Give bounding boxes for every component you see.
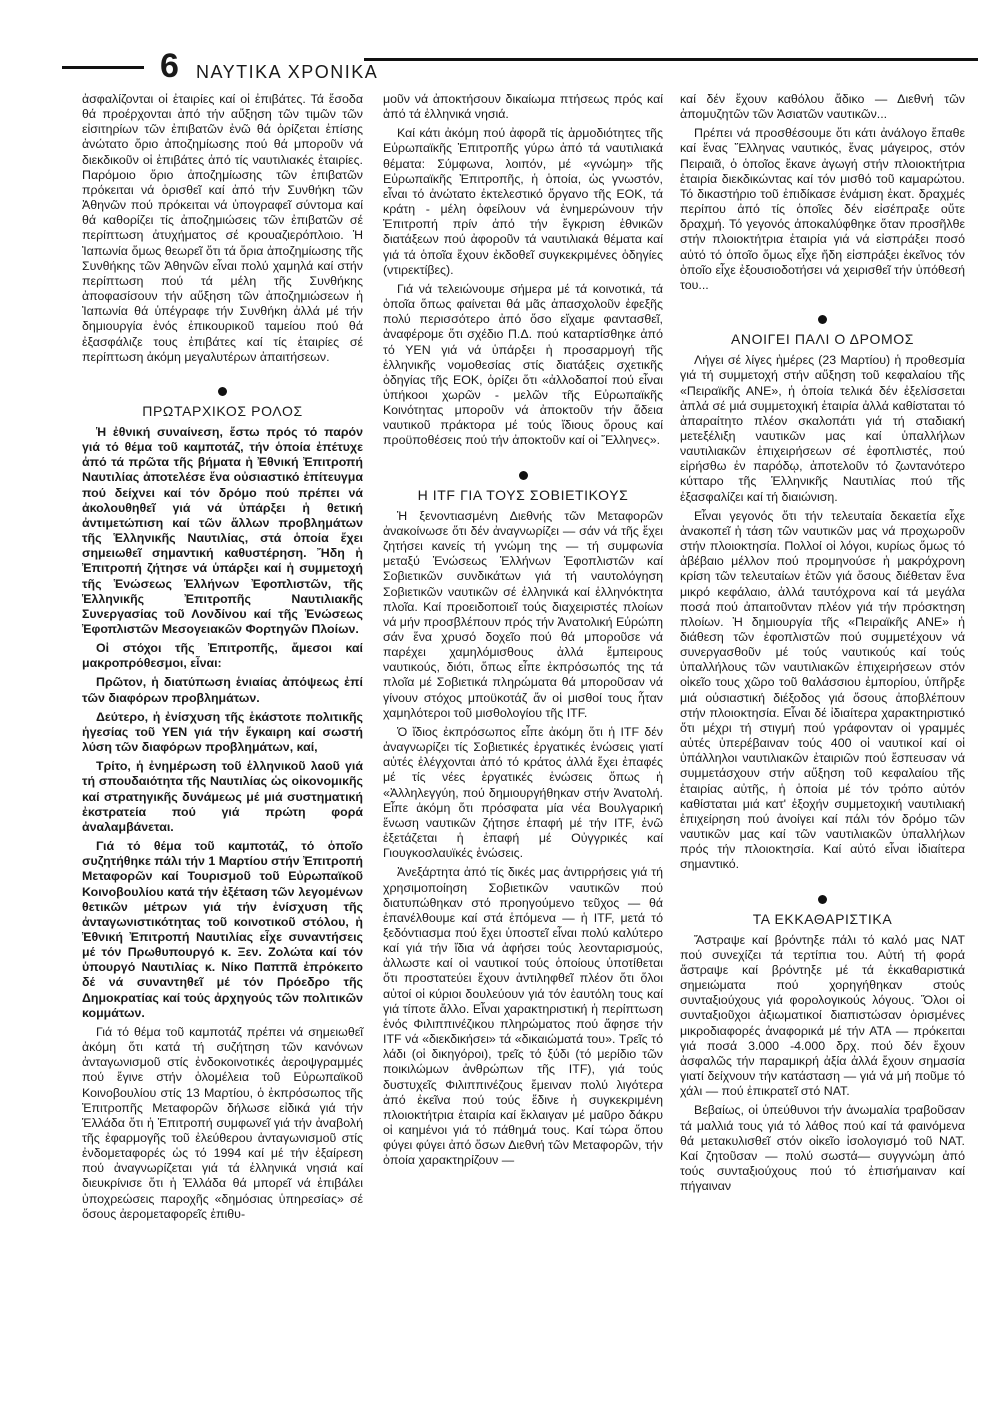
section-bullet [218, 387, 227, 396]
bold-section [82, 425, 363, 1021]
paragraph: Εἶναι γεγονός ὅτι τήν τελευταία δεκαετία εἶχε ἀνακοπεῖ ἡ τάση τῶν ναυτικῶν μας νά προχωροῦν στήν πλοιοκτησία. Πολλοί οἱ λόγοι, κυρίως ὅμως τό ἀβέβαιο μέλλον πού προμηνούσε ἡ μακρόχρονη κρίση τῶν τελευταίων ἐτῶν γιά ὅσους διέθεταν ἕνα μικρό κεφάλαιο, ἀλλά ταυτόχρονα καί τά μεγάλα ποσά πού ἀπαιτοῦνταν πλέον γιά τήν πρόσκτηση πλοίων. Ἡ δημιουργία τῆς «Πειραϊκῆς ΑΝΕ» ἡ διάθεση τῶν ἐφοπλιστῶν πού συμμετέχουν νά συνεργασθοῦν μέ τούς ναυτικούς καί τούς ὑπαλλήλους τῶν ναυτιλιακῶν ἐπιχειρήσεων στόν οἰκεῖο τους χῶρο τοῦ θαλάσσιου ἐμπορίου, ὑπῆρξε μιά οὐσιαστική διέξοδος γιά ὅσους ἀποβλέπουν στήν πλοιοκτησία. Εἶναι δέ ἰδιαίτερα χαρακτηριστικό ὅτι μέχρι τή στιγμή πού γράφονταν οἱ γραμμές αὐτές ὑπερέβαιναν τούς 400 οἱ ναυτικοί καί οἱ ὑπάλληλοι ναυτιλιακῶν ἐταιριῶν πού ἔσπευσαν νά συμμετάσχουν στήν αὔξηση τοῦ κεφαλαίου τῆς ἐταιρίας αὐτῆς, ἡ ὁποία μέ τόν τρόπο αὐτόν καθίσταται μιά κατ' ἐξοχήν συμμετοχική ναυτιλιακή ἐπιχείρηση πού ἀνοίγει καί πάλι τόν δρόμο τῶν ναυτικῶν μας καί τῶν ναυτιλιακῶν ὑπαλλήλων πρός τήν πλοιοκτησία. Καί αὐτό εἶναι ἰδιαίτερα σημαντικό. [680, 508, 965, 872]
paragraph: Τρίτο, ἡ ἐνημέρωση τοῦ ἑλληνικοῦ λαοῦ γιά τή σπουδαιότητα τῆς Ναυτιλίας ὡς οἰκονομικῆς καί στρατηγικῆς δυνάμεως μέ μιά συστηματική ἐκστρατεία πού γιά πρώτη φορά ἀναλαμβάνεται. [82, 759, 363, 834]
paragraph: καί δέν ἔχουν καθόλου ἄδικο — Διεθνή τῶν ἀπομυζητῶν τῶν Ἀσιατῶν ναυτικῶν... [680, 92, 965, 122]
paragraph: μοῦν νά ἀποκτήσουν δικαίωμα πτήσεως πρός καί ἀπό τά ἑλληνικά νησιά. [383, 92, 663, 122]
column-2 [383, 92, 663, 1172]
page-header [62, 47, 978, 90]
paragraph: Καί κάτι ἀκόμη πού ἀφορᾶ τίς ἁρμοδιότητες τῆς Εὐρωπαϊκῆς Ἐπιτροπῆς γύρω ἀπό τά ναυτιλιακά θέματα: Σύμφωνα, λοιπόν, μέ «γνώμη» τῆς Εὐρωπαϊκῆς Ἐπιτροπῆς, ἡ ὁποία, ὡς γνωστόν, εἶναι τό ἀνώτατο ἐκτελεστικό ὄργανο τῆς ΕΟΚ, τά κράτη - μέλη ὀφείλουν νά ἐνημερώνουν τήν Ἐπιτροπή πρίν ἀπό τήν ἔγκριση ἐθνικῶν διατάξεων πού ἀφοροῦν τά ναυτιλιακά θέματα καί γιά τά ὁποῖα ἔχουν ἐκδοθεῖ συγκεκριμένες ὁδηγίες (ντιρεκτίβες). [383, 126, 663, 277]
section-heading: ΑΝΟΙΓΕΙ ΠΑΛΙ Ο ΔΡΟΜΟΣ [730, 331, 915, 348]
column-3 [680, 92, 965, 1198]
paragraph: Ὁ ἴδιος ἐκπρόσωπος εἶπε ἀκόμη ὅτι ἡ ITF δέν ἀναγνωρίζει τίς Σοβιετικές ἐργατικές ἑνώσεις γιατί αὐτές ἐλέγχονται ἀπό τό κράτος ἀλλά ἔχει ἐπαφές μέ τίς νέες ἐργατικές ἑνώσεις ὅπως ἡ «Ἀλληλεγγύη, πού δημιουργήθηκαν στήν Ἀνατολή. Εἶπε ἀκόμη ὅτι πρόσφατα μία νέα Βουλγαρική ἕνωση ναυτικῶν ζήτησε ἐπαφή μέ τήν ITF, ἐνῶ ἐξετάζεται ἡ ἐπαφή μέ Οὐγγρικές καί Γιουγκοσλαυϊκές ἑνώσεις. [383, 724, 663, 861]
section-bullet [818, 315, 827, 324]
section-heading: ΠΡΩΤΑΡΧΙΚΟΣ ΡΟΛΟΣ [142, 402, 303, 419]
paragraph: Πρέπει νά προσθέσουμε ὅτι κάτι ἀνάλογο ἔπαθε καί ἕνας Ἕλληνας ναυτικός, ἕνας μάγειρος, στόν Πειραιᾶ, ὁ ὁποῖος ἔκανε ἀγωγή στήν πλοιοκτήτρια ἐταιρία διεκδικώντας καί τόν μισθό τοῦ καμαρώτου. Τό δικαστήριο τοῦ ἐπιδίκασε ἐνάμιση ἑκατ. δραχμές περίπου ἀπό τίς ὁποῖες δέν εἰσέπραξε οὔτε δραχμή. Τό γεγονός ἀποκαλύφθηκε ὅταν προσῆλθε στήν πλοιοκτήτρια ἐταιρία γιά νά εἰσπράξει ποσό αὐτό τό ὁποῖο ὅμως εἶχε ἤδη εἰσπράξει ἐκεῖνος τόν ὁποῖο εἶχε ἐξουσιοδοτήσει νά χειρισθεῖ τήν ὑπόθεσή του... [680, 126, 965, 292]
header-rule-left [62, 66, 144, 69]
paragraph: Ἡ ξενοντιασμένη Διεθνής τῶν Μεταφορῶν ἀνακοίνωσε ὅτι δέν ἀναγνωρίζει — σάν νά τῆς ἔχει ζητήσει κανείς τή γνώμη της — τή συμφωνία μεταξύ Ἑνώσεως Ἑλλήνων Ἐφοπλιστῶν καί Σοβιετικῶν συνδικάτων γιά τή ναυτολόγηση Σοβιετικῶν ναυτικῶν σέ ἑλληνικά καί ἑλληνόκτητα πλοῖα. Καί προειδοποιεῖ τούς διαχειριστές πλοίων νά μήν προσβλέπουν πρός τήν Ἀνατολική Εὐρώπη σάν ἕνα χρυσό δοχεῖο πού θά μποροῦσε νά παρέχει χαμηλόμισθους ἀλλά ἔμπειρους ναυτικούς, διότι, ὅπως εἶπε ἐκπρόσωπός της τά πλοῖα μέ Σοβιετικά πληρώματα θά μποροῦσαν νά γίνουν στόχος μποϋκοτάζ ἄν οἱ μισθοί τους ἦταν χαμηλότεροι τοῦ μισθολογίου τῆς ITF. [383, 508, 663, 720]
page-number: 6 [160, 47, 179, 85]
section-heading: Η ITF ΓΙΑ ΤΟΥΣ ΣΟΒΙΕΤΙΚΟΥΣ [417, 486, 629, 503]
paragraph: Ἄστραψε καί βρόντηξε πάλι τό καλό μας ΝΑΤ πού συνεχίζει τά τερτίπια του. Αὐτή τή φορά ἄστραψε καί βρόντηξε μέ τά ἐκκαθαριστικά σημειώματα πού χορηγήθηκαν στούς συνταξιούχους γιά φορολογικούς λόγους. Ὅλοι οἱ συνταξιοῦχοι ἀξιωματικοί διαπιστώσαν ὁρισμένες μικροδιαφορές ἀναφορικά μέ τήν ΑΤΑ — πρόκειται γιά ποσά 3.000 -4.000 δρχ. πού δέν ἔχουν ἀσφαλῶς τήν παραμικρή ἀξία ἀλλά ἔχουν σημασία γιατί δείχνουν τήν κατάσταση — γιά νά μή ποῦμε τό χάλι — πού ἐπικρατεῖ στό ΝΑΤ. [680, 932, 965, 1099]
paragraph: Ἀνεξάρτητα ἀπό τίς δικές μας ἀντιρρήσεις γιά τή χρησιμοποίηση Σοβιετικῶν ναυτικῶν πού διατυπώθηκαν στό προηγούμενο τεῦχος — θά ἐπανέλθουμε καί στά ἑπόμενα — ἡ ITF, μετά τό ξεδόντιασμα πού ἔχει ὑποστεῖ εἶναι πολύ καλύτερο καί γιά τήν ἴδια νά ἀφήσει τούς λεονταρισμούς, ἀλλωστε καί οἱ ναυτικοί τούς ὁποίους ὑποτίθεται ὅτι προστατεύει ἔχουν ἀντιληφθεῖ πλέον ὅτι ὅλοι αὐτοί οἱ κύριοι δουλεύουν γιά τόν ἑαυτόλη τους καί γιά τίποτε ἄλλο. Εἶναι χαρακτηριστική ἡ περίπτωση ἑνός Φιλιππινέζικου πληρώματος πού ἄφησε τήν ITF νά «διεκδικήσει» τά «δικαιώματά του». Τρεῖς τό λάδι (οἱ δικηγόροι), τρεῖς τό ξύδι (τό μερίδιο τῶν ποικιλώμων ἀνθρώπων τῆς ITF), γιά τούς δυστυχεῖς Φιλιππινέζους ἔμειναν πολύ λιγότερα ἀπό ἐκεῖνα πού τούς ἔδινε ἡ συγκεκριμένη πλοιοκτήτρια ἐταιρία καί ἔκλαιγαν μέ μαῦρο δάκρυ οἱ καημένοι γιά τό πάθημά τους. Καί τώρα ὅπου φύγει φύγει ἀπό ὅσων Διεθνή τῶν Μεταφορῶν, τήν ὁποία χαρακτηρίζουν — [383, 865, 663, 1168]
paragraph: Γιά νά τελειώνουμε σήμερα μέ τά κοινοτικά, τά ὁποῖα ὅπως φαίνεται θά μᾶς ἀπασχολοῦν ἐφεξῆς πολύ περισσότερο ἀπό ὅσο εἴχαμε φαντασθεῖ, ἀναφέρομε ὅτι σχέδιο Π.Δ. πού καταρτίσθηκε ἀπό τό ΥΕΝ γιά νά ὑπάρξει ἡ προσαρμογή τῆς ἑλληνικῆς νομοθεσίας στίς διατάξεις σχετικῆς ὁδηγίας τῆς ΕΟΚ, ὁρίζει ὅτι «ἀλλοδαποί πού εἶναι ὑπήκοοι χωρῶν - μελῶν τῆς Εὐρωπαϊκῆς Κοινότητας μποροῦν νά ἀποκτοῦν τήν ἄδεια ναυτικοῦ πράκτορα μέ τούς ἴδιους ὅρους καί προϋποθέσεις πού τήν ἀποκτοῦν καί οἱ Ἕλληνες». [383, 281, 663, 448]
section-bullet [519, 471, 528, 480]
section-bullet [818, 895, 827, 904]
paragraph: Βεβαίως, οἱ ὑπεύθυνοι τήν ἀνωμαλία τραβοῦσαν τά μαλλιά τους γιά τό λάθος πού καί τά φαινόμενα θά μετακυλισθεῖ στόν οἰκεῖο ἰσολογισμό τοῦ ΝΑΤ. Καί ζητοῦσαν — πολύ σωστά— συγγνώμη ἀπό τούς συνταξιούχους πού τό ἐπισήμαιναν καί πήγαιναν [680, 1103, 965, 1194]
paragraph: Γιά τό θέμα τοῦ καμποτάζ, τό ὁποῖο συζητήθηκε πάλι τήν 1 Μαρτίου στήν Ἐπιτροπή Μεταφορῶν καί Τουρισμοῦ τοῦ Εὐρωπαϊκοῦ Κοινοβουλίου κατά τήν ἐξέταση τῶν λεγομένων θετικῶν μέτρων γιά τήν ἐνίσχυση τῆς ἀνταγωνιστικότητας τοῦ κοινοτικοῦ στόλου, ἡ Ἐθνική Ἐπιτροπή Ναυτιλίας εἶχε συναντήσεις μέ τόν Πρωθυπουργό κ. Ξεν. Ζολώτα καί τόν ὑπουργό Ναυτιλίας κ. Νίκο Παππᾶ ἐπρόκειτο δέ νά συναντηθεῖ μέ τόν Πρόεδρο τῆς Δημοκρατίας καί τούς ἀρχηγούς τῶν πολιτικῶν κομμάτων. [82, 839, 363, 1020]
paragraph: Πρῶτον, ἡ διατύπωση ἑνιαίας ἀπόψεως ἐπί τῶν διαφόρων προβλημάτων. [82, 675, 363, 705]
column-1 [82, 92, 363, 1226]
paragraph: Λήγει σέ λίγες ἡμέρες (23 Μαρτίου) ἡ προθεσμία γιά τή συμμετοχή στήν αὔξηση τοῦ κεφαλαίου τῆς «Πειραϊκῆς ΑΝΕ», ἡ ὁποία τελικά δέν ἐξελίσσεται ἁπλά σέ μιά συμμετοχική ἐταιρία ἀλλά καθίσταται τό ἀπαραίτητο πλέον σκαλοπάτι γιά τή σταδιακή μετεξέλιξη ναυτικῶν μας καί ὑπαλλήλων ναυτιλιακῶν ἐπιχειρήσεων σέ ἐφοπλιστές, πού εἰρήσθω ἐν παρόδῳ, ἀποτελοῦν τό ζωντανότερο κύτταρο τῆς Ἑλληνικῆς Ναυτιλίας πού τῆς ἐξασφαλίζει καί τή διαιώνιση. [680, 353, 965, 504]
publication-name: ΝΑΥΤΙΚΑ ΧΡΟΝΙΚΑ [196, 62, 379, 82]
paragraph: Γιά τό θέμα τοῦ καμποτάζ πρέπει νά σημειωθεῖ ἀκόμη ὅτι κατά τή συζήτηση τῶν κανόνων ἀνταγωνισμοῦ στίς ἐνδοκοινοτικές ἀεροψγραμμές πού ἔγινε στήν ὁλομέλεια τοῦ Εὐρωπαϊκοῦ Κοινοβουλίου στίς 13 Μαρτίου, ὁ ἐκπρόσωπος τῆς Ἐπιτροπῆς Μεταφορῶν δήλωσε εἰδικά γιά τήν Ἑλλάδα ὅτι ἡ Ἐπιτροπή συμφωνεῖ γιά τήν ἀναβολή τῆς ἐφαρμογῆς τοῦ ἐλεύθερου ἀνταγωνισμοῦ στίς ἐνδομεταφορές ὡς τό 1994 καί μέ τήν ἐξαίρεση πού ἀναγνωρίζεται γιά τά ἑλληνικά νησιά καί διευκρίνισε ὅτι ἡ Ἑλλάδα θά μπορεῖ νά ἐπιβάλει ὑποχρεώσεις παροχῆς «δημόσιας ὑπηρεσίας» σέ ὅσους ἀερομεταφορεῖς ἐπιθυ- [82, 1024, 363, 1221]
paragraph: Οἱ στόχοι τῆς Ἐπιτροπῆς, ἄμεσοι καί μακροπρόθεσμοι, εἶναι: [82, 641, 363, 671]
paragraph: Δεύτερο, ἡ ἐνίσχυση τῆς ἑκάστοτε πολιτικῆς ἡγεσίας τοῦ ΥΕΝ γιά τήν ἔγκαιρη καί σωστή λύση τῶν διαφόρων προβλημάτων, καί, [82, 709, 363, 755]
paragraph: ἀσφαλίζονται οἱ ἐταιρίες καί οἱ ἐπιβάτες. Τά ἔσοδα θά προέρχονται ἀπό τήν αὔξηση τῶν τιμῶν τῶν εἰσιτηρίων τῶν ἐπιβατῶν ἐνῶ θά ὁρίζεται ἐπίσης ἀνώτατο ὅριο ἀποζημίωσης πού θά μποροῦν νά διεκδικοῦν οἱ ἐπιβάτες ἀπό τίς ναυτιλιακές ἐταιρίες. Παρόμοιο ὅριο ἀποζημίωσης τῶν ἐπιβατῶν πρόκειται νά ὁρισθεῖ καί ἀπό τήν Συνθήκη τῶν Ἀθηνῶν πού πρόκειται νά ὑπογραφεῖ σύντομα καί θά καθορίζει τίς ἀποζημιώσεις τῶν ἐπιβατῶν σέ περίπτωση ἀτυχήματος σέ κρουαζιερόπλοιο. Ἡ Ἰαπωνία ὅμως θεωρεῖ ὅτι τά ὅρια ἀποζημίωσης τῆς Συνθήκης τῶν Ἀθηνῶν εἶναι πολύ χαμηλά καί στήν περίπτωση πού τά μέλη τῆς Συνθήκης ἀποφασίσουν τήν αὔξηση τῶν ἀποζημιώσεων ἡ Ἰαπωνία θά ὑπέγραφε τήν Συνθήκη ἀλλά μέ τήν δημιουργία ἑνός ἐπικουρικοῦ ταμείου πού θά ἐξασφάλιζε τους ἐπιβάτες καί τίς ἐταιρίες σέ περίπτωση ἀκόμη μεγαλυτέρων ἀπαιτήσεων. [82, 92, 363, 364]
paragraph: Ἡ ἐθνική συναίνεση, ἔστω πρός τό παρόν γιά τό θέμα τοῦ καμποτάζ, τήν ὁποία ἐπέτυχε ἀπό τά πρῶτα τῆς βήματα ἡ Ἐθνική Ἐπιτροπή Ναυτιλίας ἀποτελέσε ἕνα οὐσιαστικό ἐπίτευγμα πού δείχνει καί τόν δρόμο πού πρέπει νά ἀκολουθηθεῖ γιά νά ὑπάρξει ἡ θετική ἀντιμετώπιση καί τῶν ἄλλων προβλημάτων τῆς Ἑλληνικῆς Ναυτιλίας, στά ὁποία ἔχει σημειωθεῖ σημαντική καθυστέρηση. Ἤδη ἡ Ἐπιτροπή ζήτησε νά ὑπάρξει καί ἡ συμμετοχή τῆς Ἑνώσεως Ἑλλήνων Ἐφοπλιστῶν, τῆς Ἑλληνικῆς Ἐπιτροπῆς Ναυτιλιακῆς Συνεργασίας τοῦ Λονδίνου καί τῆς Ἑνώσεως Ἐφοπλιστῶν Μεσογειακῶν Φορτηγῶν Πλοίων. [82, 424, 363, 636]
section-heading: ΤΑ ΕΚΚΑΘΑΡΙΣΤΙΚΑ [752, 910, 893, 927]
header-rule-right [364, 58, 978, 61]
